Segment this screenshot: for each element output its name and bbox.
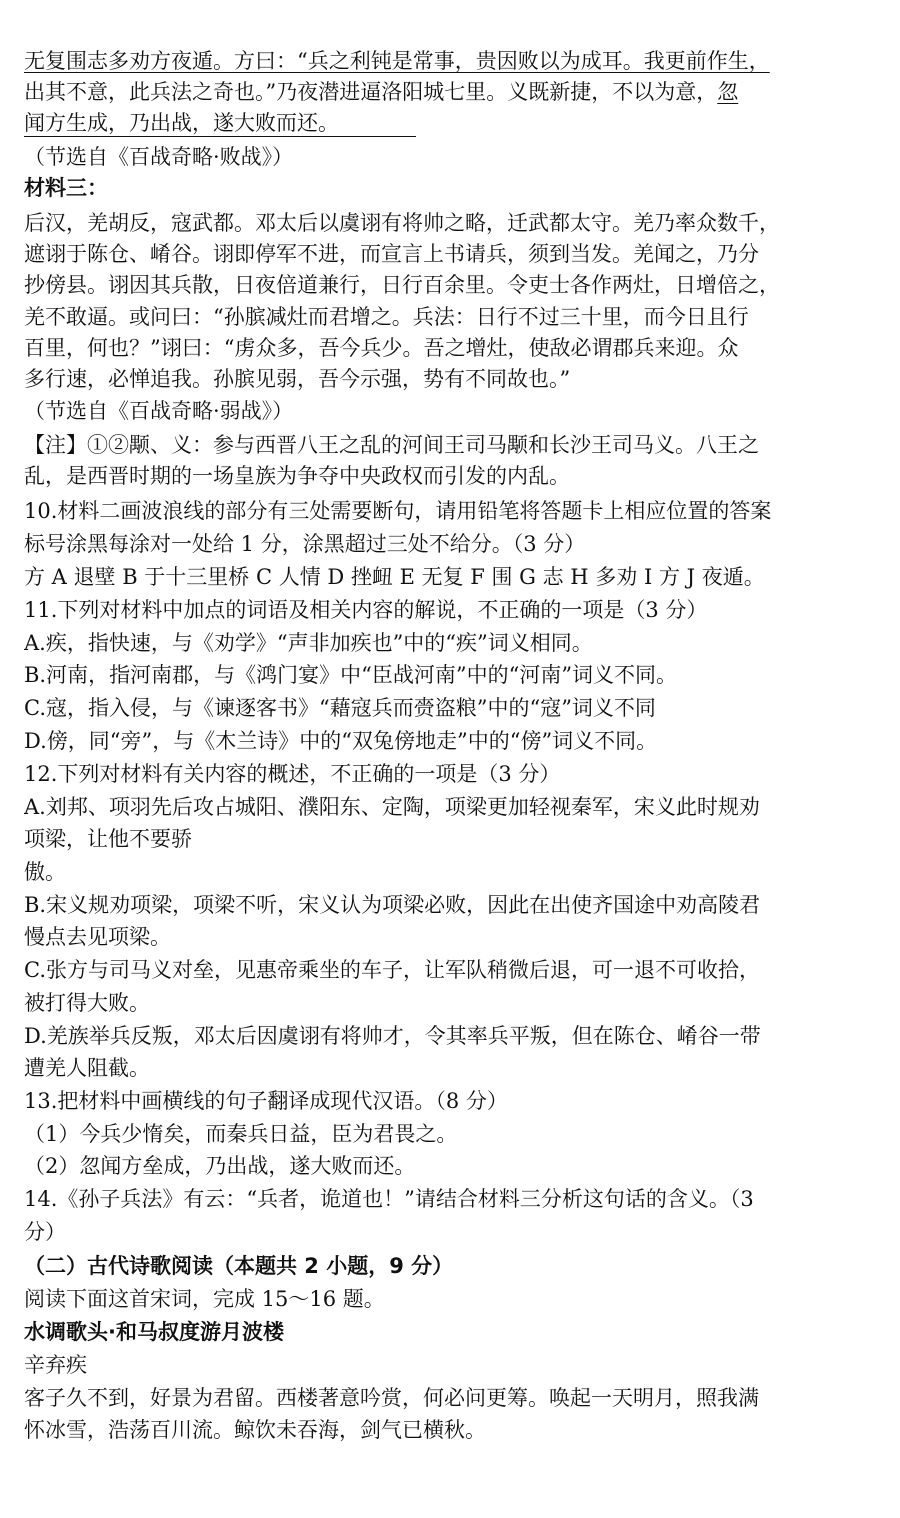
material2-source: （节选自《百战奇略·败战》） bbox=[24, 145, 294, 169]
material3-line: 遮诩于陈仓、崤谷。诩即停军不进，而宣言上书请兵，须到当发。羌闻之，乃分 bbox=[24, 242, 759, 266]
question-11-option-d: D.傍，同“旁”，与《木兰诗》中的“双兔傍地走”中的“傍”词义不同。 bbox=[24, 729, 658, 753]
question-10-stem: 10.材料二画波浪线的部分有三处需要断句，请用铅笔将答题卡上相应位置的答案 bbox=[24, 499, 772, 523]
material3-heading: 材料三： bbox=[24, 176, 108, 200]
question-12-option-a: 傲。 bbox=[24, 860, 66, 884]
question-14-stem: 14.《孙子兵法》有云：“兵者，诡道也！”请结合材料三分析这句话的含义。（3 bbox=[24, 1187, 754, 1211]
question-13-stem: 13.把材料中画横线的句子翻译成现代汉语。（8 分） bbox=[24, 1089, 508, 1113]
underlined-sentence-part-1: 无复围志多劝方夜遁。方曰：“兵之利钝是常事，贵因败以为成耳。我更前作生， bbox=[24, 49, 770, 73]
question-10-stem: 标号涂黑每涂对一处给 1 分，涂黑超过三处不给分。（3 分） bbox=[24, 532, 586, 556]
material3-line: 百里，何也？”诩曰：“虏众多，吾今兵少。吾之增灶，使敌必谓郡兵来迎。众 bbox=[24, 336, 739, 360]
question-12-option-c: 被打得大败。 bbox=[24, 991, 150, 1015]
question-11-option-c: C.寇，指入侵，与《谏逐客书》“藉寇兵而赍盗粮”中的“寇”词义不同 bbox=[24, 696, 656, 720]
question-14-stem: 分） bbox=[24, 1220, 66, 1244]
question-12-option-d: D.羌族举兵反叛，邓太后因虞诩有将帅才，令其率兵平叛，但在陈仓、崤谷一带 bbox=[24, 1024, 761, 1048]
question-13-item-1: （1）今兵少惰矣，而秦兵日益，臣为君畏之。 bbox=[24, 1122, 458, 1146]
material3-line: 抄傍县。诩因其兵散，日夜倍道兼行，日行百余里。令吏士各作两灶，日增倍之， bbox=[24, 273, 780, 297]
question-11-stem: 11.下列对材料中加点的词语及相关内容的解说，不正确的一项是（3 分） bbox=[24, 598, 708, 622]
material2-line-2: 出其不意，此兵法之奇也。”乃夜潜进逼洛阳城七里。义既新捷，不以为意，忽 bbox=[24, 80, 739, 104]
material3-line: 羌不敢逼。或问曰：“孙膑减灶而君增之。兵法：日行不过三十里，而今日且行 bbox=[24, 305, 749, 329]
poem-title: 水调歌头·和马叔度游月波楼 bbox=[24, 1320, 284, 1344]
poem-author: 辛弃疾 bbox=[24, 1353, 87, 1377]
note-line: 【注】①②颙、义：参与西晋八王之乱的河间王司马颙和长沙王司马义。八王之 bbox=[24, 433, 759, 457]
material3-line: 后汉，羌胡反，寇武都。邓太后以虞诩有将帅之略，迁武都太守。羌乃率众数千， bbox=[24, 211, 780, 235]
underlined-sentence-part-3: 闻方生成，乃出战，遂大败而还。 bbox=[24, 111, 339, 135]
question-12-option-d: 遭羌人阻截。 bbox=[24, 1056, 150, 1080]
material2-line-3 bbox=[24, 108, 886, 138]
section-2-instruction: 阅读下面这首宋词，完成 15～16 题。 bbox=[24, 1287, 385, 1311]
question-11-option-b: B.河南，指河南郡，与《鸿门宴》中“臣战河南”中的“河南”词义不同。 bbox=[24, 663, 678, 687]
note-line: 乱，是西晋时期的一场皇族为争夺中央政权而引发的内乱。 bbox=[24, 464, 570, 488]
question-12-option-a: 项梁，让他不要骄 bbox=[24, 827, 192, 851]
question-12-stem: 12.下列对材料有关内容的概述，不正确的一项是（3 分） bbox=[24, 762, 561, 786]
question-12-option-c: C.张方与司马义对垒，见惠帝乘坐的车子，让军队稍微后退，可一退不可收拾， bbox=[24, 958, 760, 982]
question-10-options: 方 A 退壁 B 于十三里桥 C 人情 D 挫衄 E 无复 F 围 G 志 H 多劝 I 方 J 夜遁。 bbox=[24, 565, 765, 589]
question-12-option-b: B.宋义规劝项梁，项梁不听，宋义认为项梁必败，因此在出使齐国途中劝高陵君 bbox=[24, 893, 761, 917]
material3-source: （节选自《百战奇略·弱战》） bbox=[24, 399, 294, 423]
question-13-item-2: （2）忽闻方垒成，乃出战，遂大败而还。 bbox=[24, 1154, 416, 1178]
underline-rule bbox=[24, 136, 416, 137]
material2-line-1 bbox=[24, 46, 886, 76]
question-12-option-b: 慢点去见项梁。 bbox=[24, 925, 171, 949]
question-11-option-a: A.疾，指快速，与《劝学》“声非加疾也”中的“疾”词义相同。 bbox=[24, 631, 593, 655]
underlined-sentence-part-2: 忽 bbox=[717, 80, 739, 104]
question-12-option-a: A.刘邦、项羽先后攻占城阳、濮阳东、定陶，项梁更加轻视秦军，宋义此时规劝 bbox=[24, 795, 760, 819]
poem-line: 客子久不到，好景为君留。西楼著意吟赏，何必问更筹。唤起一天明月，照我满 bbox=[24, 1386, 759, 1410]
material3-line: 多行速，必惮追我。孙膑见弱，吾今示强，势有不同故也。” bbox=[24, 367, 571, 391]
poem-line: 怀冰雪，浩荡百川流。鲸饮未吞海，剑气已横秋。 bbox=[24, 1418, 486, 1442]
section-2-heading: （二）古代诗歌阅读（本题共 2 小题，9 分） bbox=[24, 1254, 454, 1278]
